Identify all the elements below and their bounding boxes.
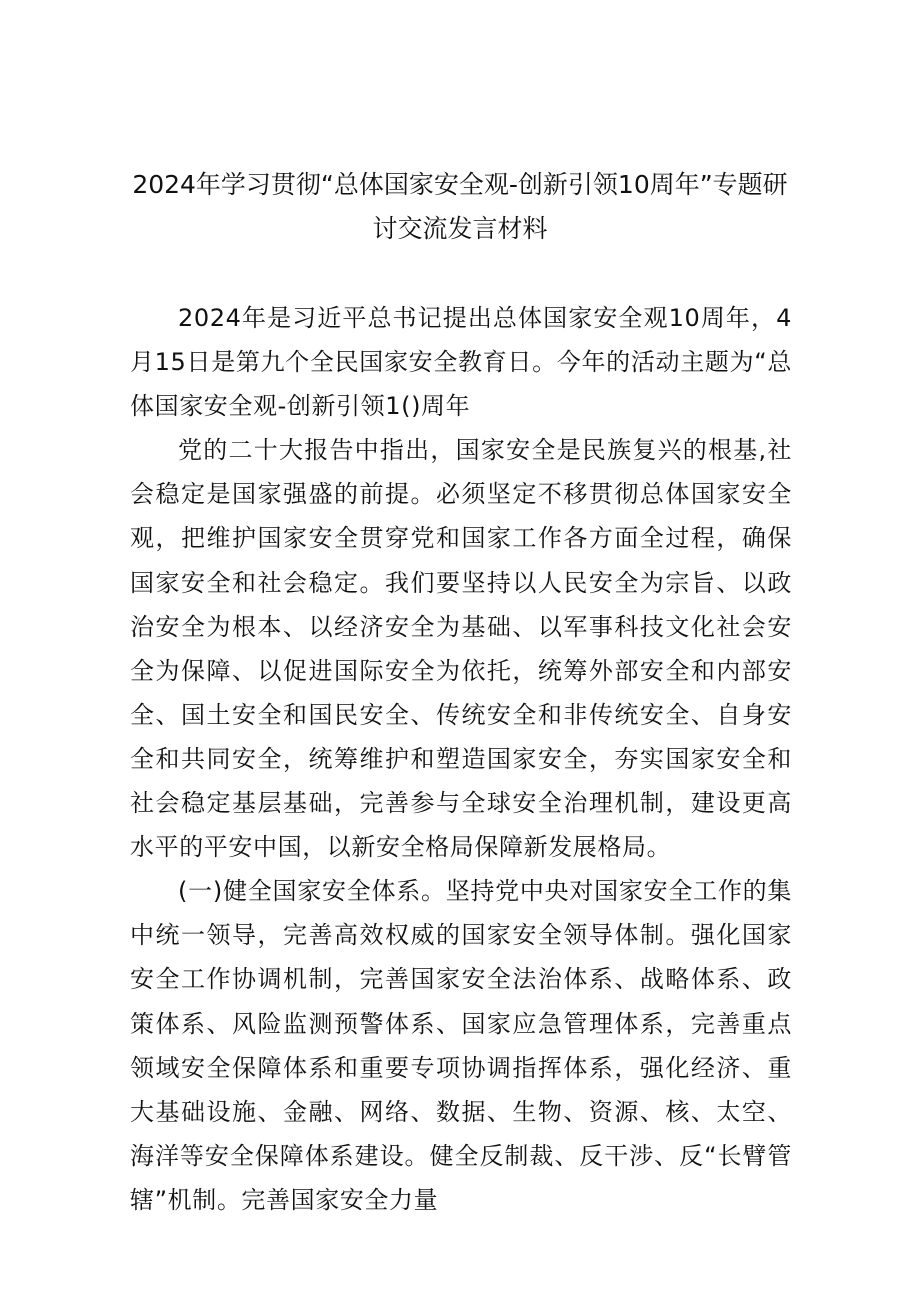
title-line-1: 2024年学习贯彻“总体国家安全观-创新引领10周年”专题研	[132, 170, 788, 199]
title-line-2: 讨交流发言材料	[372, 214, 548, 243]
paragraph-intro: 2024年是习近平总书记提出总体国家安全观10周年，4月15日是第九个全民国家安全教育日。今年的活动主题为“总体国家安全观-创新引领1()周年	[130, 304, 792, 421]
paragraph-section-1: (一)健全国家安全体系。坚持党中央对国家安全工作的集中统一领导，完善高效权威的国家安全领导体制。强化国家安全工作协调机制，完善国家安全法治体系、战略体系、政策体系、风险监测预警体系、国家应急管理体系，完善重点领域安全保障体系和重要专项协调指挥体系，强化经济、重大基础设施、金融、网络、数据、生物、资源、核、太空、海洋等安全保障体系建设。健全反制裁、反干涉、反“长臂管辖”机制。完善国家安全力量	[130, 877, 792, 1214]
paragraph-report: 党的二十大报告中指出，国家安全是民族复兴的根基,社会稳定是国家强盛的前提。必须坚定不移贯彻总体国家安全观，把维护国家安全贯穿党和国家工作各方面全过程，确保国家安全和社会稳定。我们要坚持以人民安全为宗旨、以政治安全为根本、以经济安全为基础、以军事科技文化社会安全为保障、以促进国际安全为依托，统筹外部安全和内部安全、国土安全和国民安全、传统安全和非传统安全、自身安全和共同安全，统筹维护和塑造国家安全，夯实国家安全和社会稳定基层基础，完善参与全球安全治理机制，建设更高水平的平安中国，以新安全格局保障新发展格局。	[130, 436, 792, 862]
document-body	[130, 296, 792, 1222]
document-title	[130, 163, 790, 251]
